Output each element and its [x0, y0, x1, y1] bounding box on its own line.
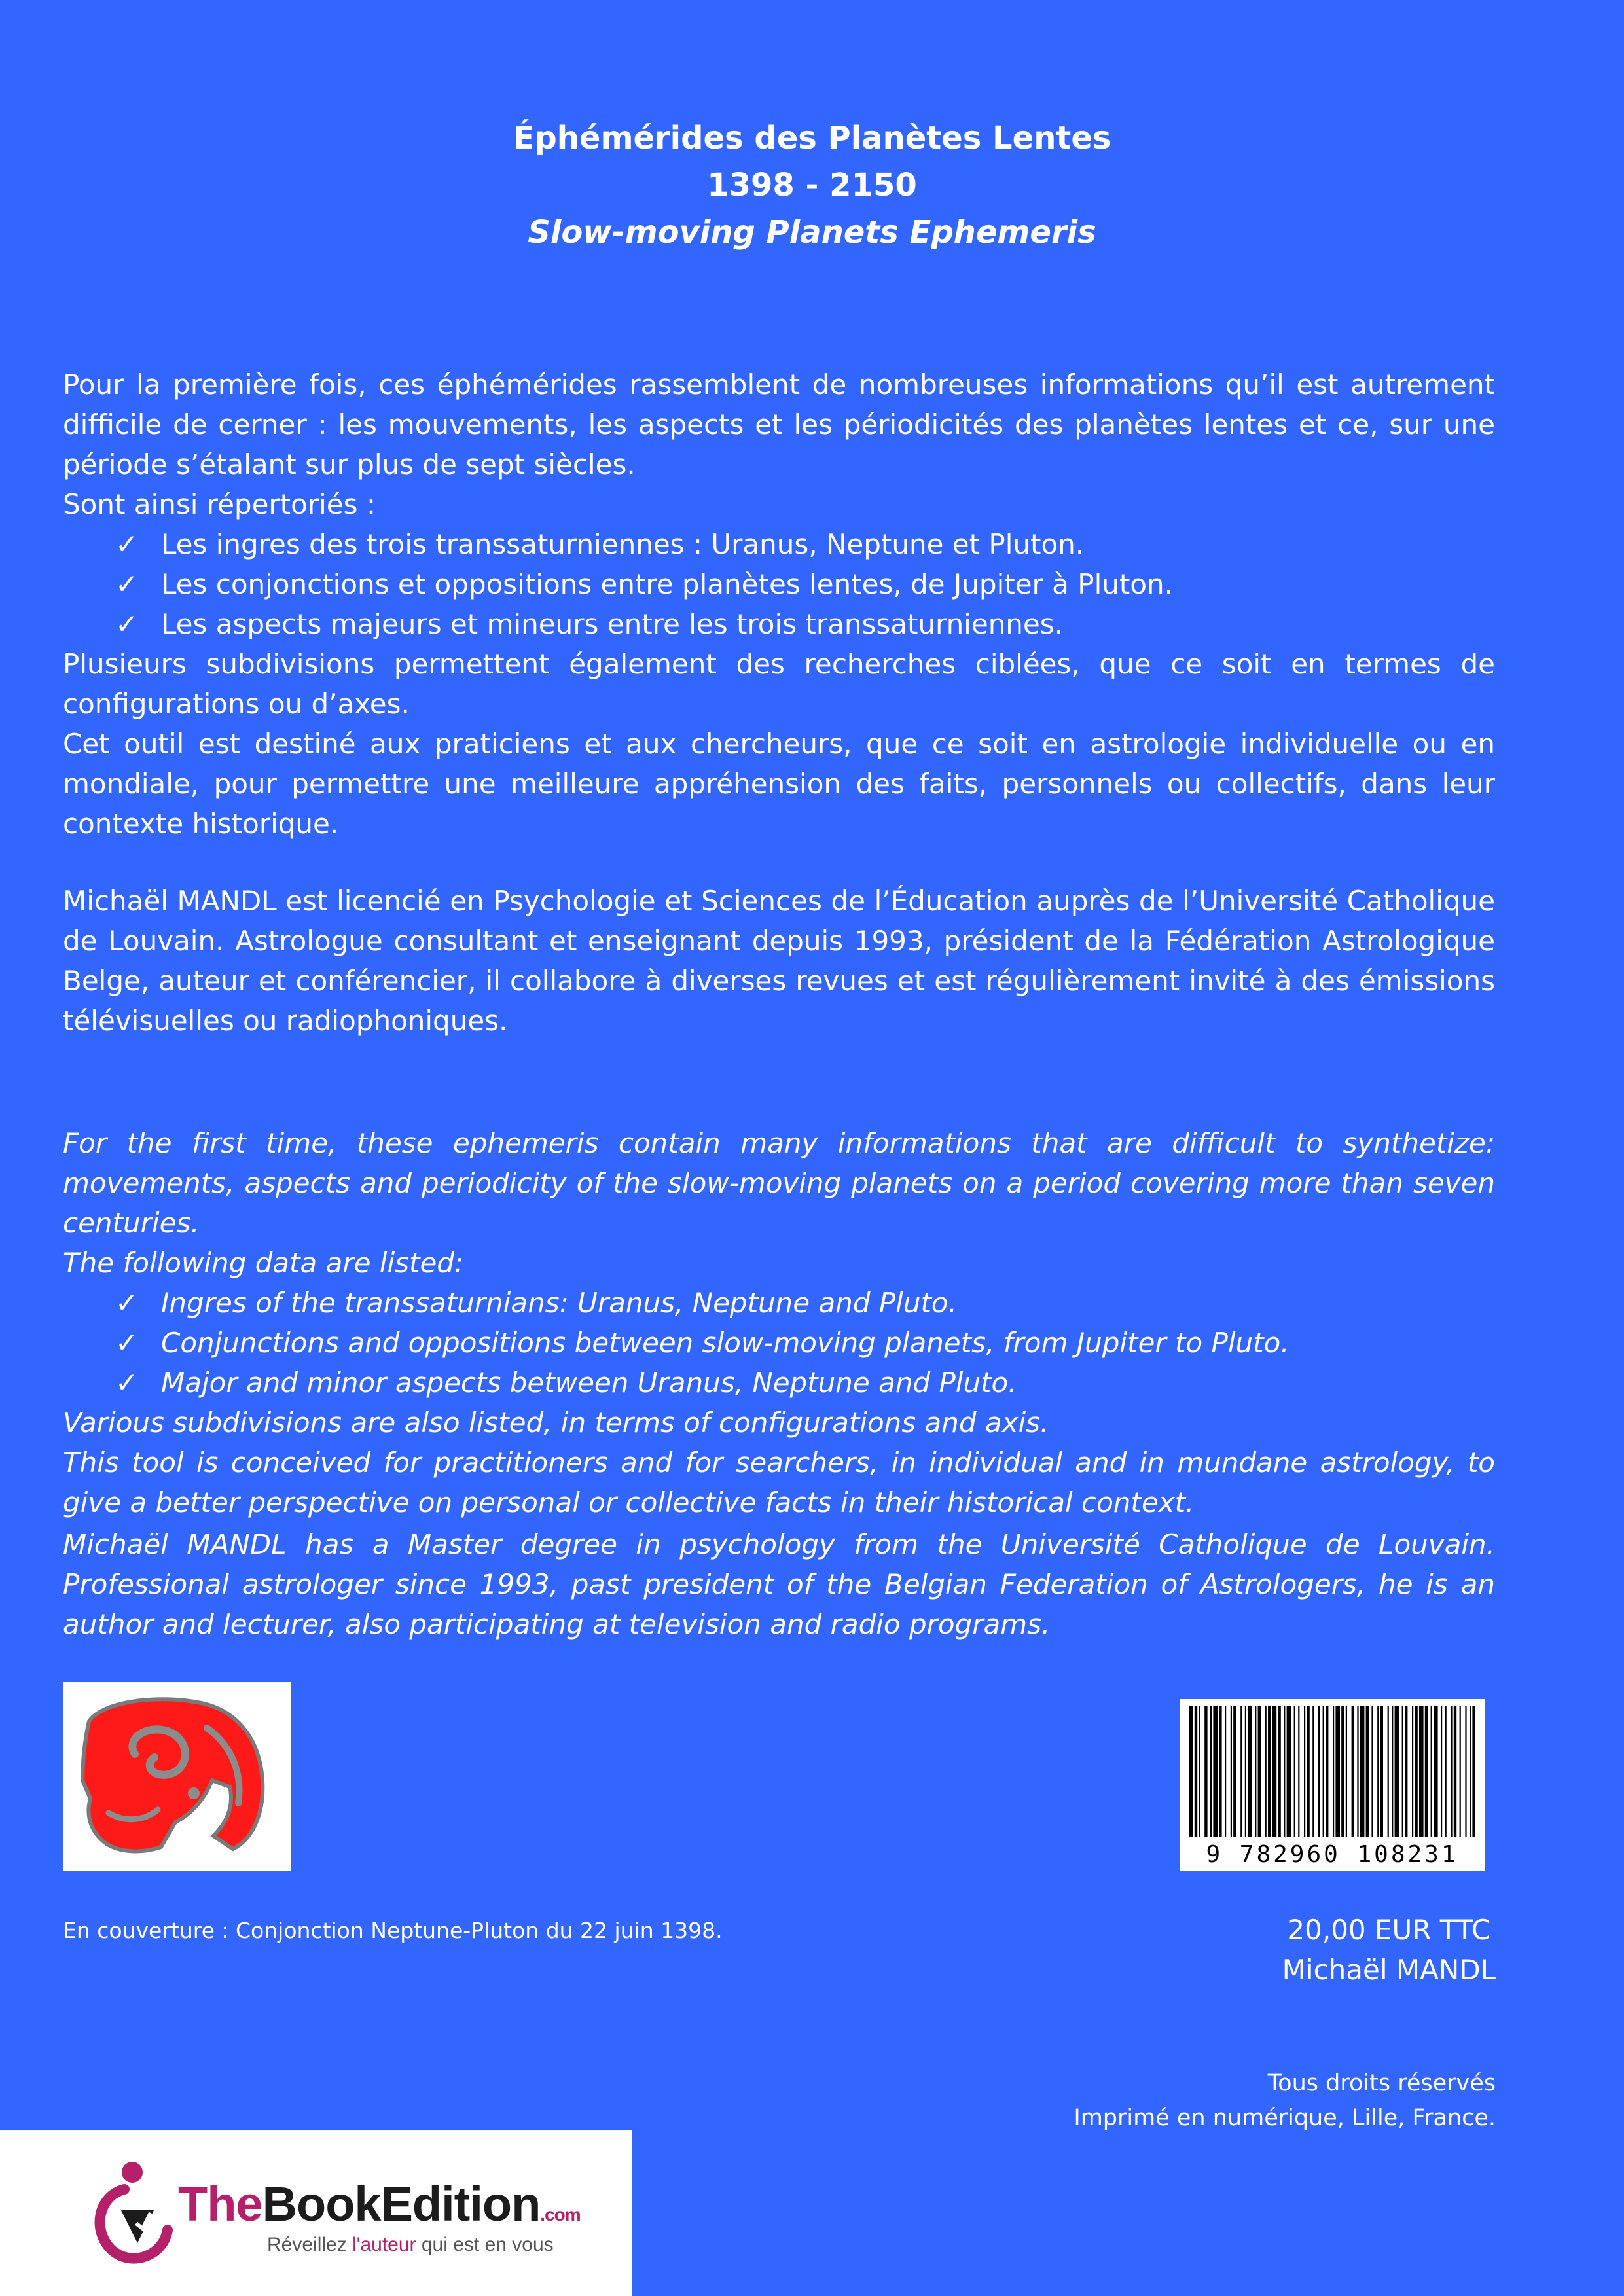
list-item: ✓ Les ingres des trois transsaturniennes : Uranus, Neptune et Pluton. [161, 524, 1495, 564]
en-author-bio-text: Michaël MANDL has a Master degree in psychology from the Université Catholique de Louvain. Professional astrologer since 1993, past president of the Belgian Federation of Astrologers, he is an author and lecturer, also participating at television and radio programs. [63, 1528, 1495, 1640]
en-listed-label: The following data are listed: [63, 1247, 464, 1279]
check-icon: ✓ [115, 608, 139, 640]
printed-location: Imprimé en numérique, Lille, France. [1074, 2105, 1496, 2131]
french-description [63, 365, 1495, 844]
publisher-tagline: Réveillez l'auteur qui est en vous [267, 2234, 554, 2255]
barcode-number: 9 782960 108231 [1206, 1841, 1458, 1868]
author-name: Michaël MANDL [1282, 1954, 1496, 1986]
english-author-bio [63, 1524, 1495, 1644]
check-icon: ✓ [115, 568, 139, 600]
fr-subdivisions: Plusieurs subdivisions permettent également des recherches ciblées, que ce soit en termes de configurations ou d’axes. [63, 648, 1495, 720]
list-item: ✓ Conjunctions and oppositions between slow-moving planets, from Jupiter to Pluto. [161, 1323, 1495, 1363]
rights-block [1074, 2066, 1496, 2136]
check-icon: ✓ [115, 1327, 139, 1359]
title-english: Slow-moving Planets Ephemeris [528, 214, 1096, 251]
cover-title-block [0, 115, 1624, 256]
publisher-name: TheBookEdition.com [178, 2177, 581, 2231]
price-author-block [1282, 1910, 1496, 1990]
en-tool: This tool is conceived for practitioners and for searchers, in individual and in mundane astrology, to give a better perspective on personal or collective facts in their historical context. [63, 1446, 1495, 1518]
rights-reserved: Tous droits réservés [1267, 2070, 1496, 2096]
check-icon: ✓ [115, 528, 139, 560]
cover-note: En couverture : Conjonction Neptune-Pluton du 22 juin 1398. [63, 1918, 723, 1943]
check-icon: ✓ [115, 1287, 139, 1319]
en-intro: For the first time, these ephemeris contain many informations that are difficult to synthetize: movements, aspects and periodicity of the slow-moving planets on a period covering more than seven centuries. [63, 1127, 1495, 1239]
title-french: Éphémérides des Planètes Lentes [513, 120, 1111, 156]
list-item: ✓ Les conjonctions et oppositions entre planètes lentes, de Jupiter à Pluton. [161, 564, 1495, 604]
ram-logo [63, 1682, 291, 1871]
fr-author-bio-text: Michaël MANDL est licencié en Psychologie et Sciences de l’Éducation auprès de l’Université Catholique de Louvain. Astrologue consultant et enseignant depuis 1993, président de la Fédération Astrologique Belge, auteur et conférencier, il collabore à diverses revues et est régulièrement invité à des émissions télévisuelles ou radiophoniques. [63, 885, 1495, 1037]
price: 20,00 EUR TTC [1287, 1914, 1491, 1946]
title-years: 1398 - 2150 [707, 167, 917, 204]
english-description [63, 1123, 1495, 1522]
isbn-barcode [1180, 1699, 1485, 1871]
list-item: ✓ Les aspects majeurs et mineurs entre les trois transsaturniennes. [161, 604, 1495, 644]
fr-intro: Pour la première fois, ces éphémérides rassemblent de nombreuses informations qu’il est autrement difficile de cerner : les mouvements, les aspects et les périodicités des planètes lentes et ce, sur une période s’étalant sur plus de sept siècles. [63, 368, 1495, 480]
check-icon: ✓ [115, 1367, 139, 1399]
en-list [63, 1283, 1495, 1403]
publisher-person-icon [85, 2158, 177, 2269]
fr-list [63, 524, 1495, 644]
list-item: ✓ Major and minor aspects between Uranus, Neptune and Pluto. [161, 1363, 1495, 1403]
publisher-logo [0, 2130, 632, 2296]
en-subdivisions: Various subdivisions are also listed, in terms of configurations and axis. [63, 1407, 1049, 1439]
list-item: ✓ Ingres of the transsaturnians: Uranus, Neptune and Pluto. [161, 1283, 1495, 1323]
fr-listed-label: Sont ainsi répertoriés : [63, 488, 376, 520]
ram-head-icon [63, 1682, 291, 1871]
french-author-bio [63, 881, 1495, 1041]
fr-tool: Cet outil est destiné aux praticiens et aux chercheurs, que ce soit en astrologie individuelle ou en mondiale, pour permettre une meilleure appréhension des faits, personnels ou collectifs, dans leur contexte historique. [63, 728, 1495, 840]
